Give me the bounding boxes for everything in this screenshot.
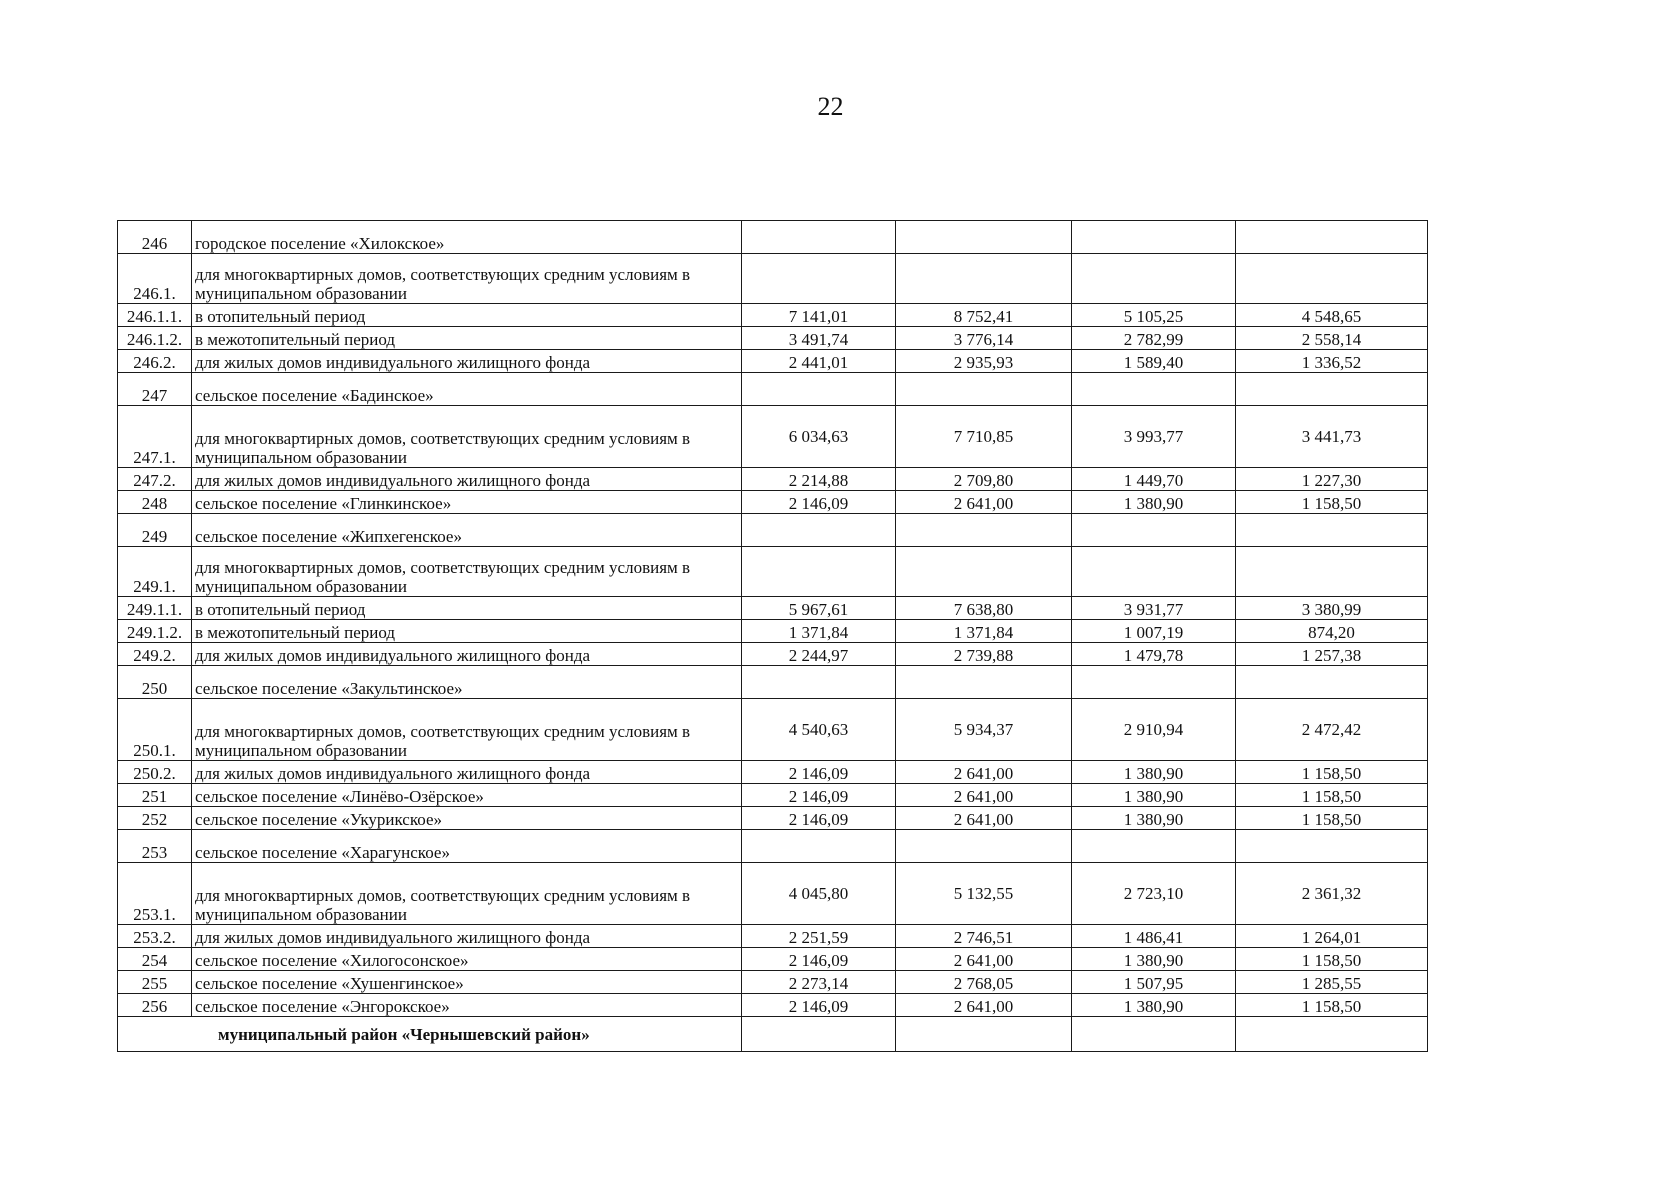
value-cell-2: 2 641,00 bbox=[896, 784, 1072, 807]
row-name-cell: для жилых домов индивидуального жилищного фонда bbox=[192, 643, 742, 666]
value-cell-1: 2 251,59 bbox=[742, 925, 896, 948]
value-cell-3: 1 449,70 bbox=[1072, 468, 1236, 491]
row-name-cell: сельское поселение «Хилогосонское» bbox=[192, 948, 742, 971]
value-cell-1 bbox=[742, 373, 896, 406]
value-cell-2: 5 934,37 bbox=[896, 699, 1072, 761]
row-name-cell: сельское поселение «Харагунское» bbox=[192, 830, 742, 863]
value-cell-3: 2 910,94 bbox=[1072, 699, 1236, 761]
value-cell-4: 1 158,50 bbox=[1236, 807, 1428, 830]
value-cell-2 bbox=[896, 254, 1072, 304]
value-cell-2: 2 739,88 bbox=[896, 643, 1072, 666]
value-cell-2: 2 746,51 bbox=[896, 925, 1072, 948]
row-name-cell: в межотопительный период bbox=[192, 327, 742, 350]
table-row bbox=[118, 373, 1428, 406]
table-row bbox=[118, 350, 1428, 373]
row-name-cell: сельское поселение «Закультинское» bbox=[192, 666, 742, 699]
table-row bbox=[118, 994, 1428, 1017]
table-row bbox=[118, 699, 1428, 761]
value-cell-3: 1 380,90 bbox=[1072, 784, 1236, 807]
value-cell-2: 8 752,41 bbox=[896, 304, 1072, 327]
value-cell-4 bbox=[1236, 254, 1428, 304]
table-row bbox=[118, 784, 1428, 807]
value-cell-3: 5 105,25 bbox=[1072, 304, 1236, 327]
value-cell-3: 2 782,99 bbox=[1072, 327, 1236, 350]
value-cell-1 bbox=[742, 666, 896, 699]
table-row bbox=[118, 643, 1428, 666]
row-name-cell: сельское поселение «Линёво-Озёрское» bbox=[192, 784, 742, 807]
row-number-cell: 246 bbox=[118, 221, 192, 254]
value-cell-4 bbox=[1236, 666, 1428, 699]
table-row bbox=[118, 948, 1428, 971]
value-cell-4: 2 361,32 bbox=[1236, 863, 1428, 925]
table-row bbox=[118, 863, 1428, 925]
row-number-cell: 255 bbox=[118, 971, 192, 994]
tariff-table bbox=[117, 220, 1428, 1052]
table-row bbox=[118, 620, 1428, 643]
row-name-cell: в отопительный период bbox=[192, 597, 742, 620]
value-cell-3: 1 380,90 bbox=[1072, 761, 1236, 784]
value-cell-3: 2 723,10 bbox=[1072, 863, 1236, 925]
value-cell-2: 7 638,80 bbox=[896, 597, 1072, 620]
value-cell-3 bbox=[1072, 1017, 1236, 1052]
value-cell-1: 2 214,88 bbox=[742, 468, 896, 491]
value-cell-4: 1 158,50 bbox=[1236, 491, 1428, 514]
row-name-cell: сельское поселение «Глинкинское» bbox=[192, 491, 742, 514]
row-number-cell: 247 bbox=[118, 373, 192, 406]
value-cell-1: 4 540,63 bbox=[742, 699, 896, 761]
value-cell-4 bbox=[1236, 514, 1428, 547]
value-cell-4: 2 558,14 bbox=[1236, 327, 1428, 350]
value-cell-2 bbox=[896, 373, 1072, 406]
table-row bbox=[118, 925, 1428, 948]
value-cell-2: 2 768,05 bbox=[896, 971, 1072, 994]
value-cell-1 bbox=[742, 547, 896, 597]
row-name-cell: в межотопительный период bbox=[192, 620, 742, 643]
value-cell-3: 1 380,90 bbox=[1072, 948, 1236, 971]
district-name-cell: муниципальный район «Чернышевский район» bbox=[118, 1017, 742, 1052]
row-number-cell: 249.1.1. bbox=[118, 597, 192, 620]
row-number-cell: 249.1. bbox=[118, 547, 192, 597]
row-number-cell: 246.2. bbox=[118, 350, 192, 373]
row-name-cell: для многоквартирных домов, соответствующих средним условиям в муниципальном образовании bbox=[192, 406, 742, 468]
value-cell-2 bbox=[896, 221, 1072, 254]
value-cell-1: 2 146,09 bbox=[742, 948, 896, 971]
value-cell-3: 1 589,40 bbox=[1072, 350, 1236, 373]
value-cell-3: 1 486,41 bbox=[1072, 925, 1236, 948]
value-cell-2: 5 132,55 bbox=[896, 863, 1072, 925]
value-cell-3 bbox=[1072, 547, 1236, 597]
table-row bbox=[118, 254, 1428, 304]
row-number-cell: 249 bbox=[118, 514, 192, 547]
value-cell-2 bbox=[896, 830, 1072, 863]
row-number-cell: 247.1. bbox=[118, 406, 192, 468]
row-number-cell: 246.1.1. bbox=[118, 304, 192, 327]
value-cell-3: 1 007,19 bbox=[1072, 620, 1236, 643]
row-number-cell: 253 bbox=[118, 830, 192, 863]
value-cell-2 bbox=[896, 1017, 1072, 1052]
table-row bbox=[118, 807, 1428, 830]
table-row bbox=[118, 406, 1428, 468]
value-cell-4: 2 472,42 bbox=[1236, 699, 1428, 761]
value-cell-2: 2 935,93 bbox=[896, 350, 1072, 373]
value-cell-4 bbox=[1236, 830, 1428, 863]
table-row bbox=[118, 468, 1428, 491]
value-cell-1: 2 441,01 bbox=[742, 350, 896, 373]
row-number-cell: 253.1. bbox=[118, 863, 192, 925]
table-row bbox=[118, 547, 1428, 597]
row-number-cell: 256 bbox=[118, 994, 192, 1017]
value-cell-1 bbox=[742, 221, 896, 254]
table-row bbox=[118, 514, 1428, 547]
value-cell-3: 3 993,77 bbox=[1072, 406, 1236, 468]
table-row bbox=[118, 666, 1428, 699]
value-cell-4: 4 548,65 bbox=[1236, 304, 1428, 327]
value-cell-1: 2 146,09 bbox=[742, 784, 896, 807]
table-row bbox=[118, 971, 1428, 994]
row-number-cell: 249.1.2. bbox=[118, 620, 192, 643]
row-name-cell: в отопительный период bbox=[192, 304, 742, 327]
value-cell-3: 1 479,78 bbox=[1072, 643, 1236, 666]
row-name-cell: для жилых домов индивидуального жилищного фонда bbox=[192, 761, 742, 784]
value-cell-4: 1 257,38 bbox=[1236, 643, 1428, 666]
value-cell-4: 3 380,99 bbox=[1236, 597, 1428, 620]
value-cell-2 bbox=[896, 547, 1072, 597]
table-row bbox=[118, 304, 1428, 327]
value-cell-4: 874,20 bbox=[1236, 620, 1428, 643]
row-name-cell: для многоквартирных домов, соответствующих средним условиям в муниципальном образовании bbox=[192, 254, 742, 304]
row-number-cell: 250.2. bbox=[118, 761, 192, 784]
value-cell-3: 1 380,90 bbox=[1072, 491, 1236, 514]
value-cell-2: 2 641,00 bbox=[896, 761, 1072, 784]
value-cell-3: 1 507,95 bbox=[1072, 971, 1236, 994]
value-cell-4 bbox=[1236, 1017, 1428, 1052]
value-cell-4: 3 441,73 bbox=[1236, 406, 1428, 468]
value-cell-1: 7 141,01 bbox=[742, 304, 896, 327]
total-row bbox=[118, 1017, 1428, 1052]
value-cell-4: 1 158,50 bbox=[1236, 994, 1428, 1017]
table-row bbox=[118, 597, 1428, 620]
value-cell-1 bbox=[742, 514, 896, 547]
value-cell-4 bbox=[1236, 221, 1428, 254]
page-number: 22 bbox=[817, 92, 844, 121]
row-name-cell: сельское поселение «Укурикское» bbox=[192, 807, 742, 830]
row-number-cell: 250 bbox=[118, 666, 192, 699]
row-name-cell: для многоквартирных домов, соответствующих средним условиям в муниципальном образовании bbox=[192, 547, 742, 597]
row-name-cell: для жилых домов индивидуального жилищного фонда bbox=[192, 925, 742, 948]
value-cell-2: 2 709,80 bbox=[896, 468, 1072, 491]
value-cell-1: 2 146,09 bbox=[742, 491, 896, 514]
row-number-cell: 251 bbox=[118, 784, 192, 807]
value-cell-3: 3 931,77 bbox=[1072, 597, 1236, 620]
value-cell-3 bbox=[1072, 373, 1236, 406]
row-name-cell: городское поселение «Хилокское» bbox=[192, 221, 742, 254]
row-number-cell: 252 bbox=[118, 807, 192, 830]
value-cell-1 bbox=[742, 830, 896, 863]
row-number-cell: 247.2. bbox=[118, 468, 192, 491]
value-cell-4: 1 285,55 bbox=[1236, 971, 1428, 994]
value-cell-2: 3 776,14 bbox=[896, 327, 1072, 350]
value-cell-2: 2 641,00 bbox=[896, 491, 1072, 514]
value-cell-1: 3 491,74 bbox=[742, 327, 896, 350]
row-number-cell: 254 bbox=[118, 948, 192, 971]
row-number-cell: 250.1. bbox=[118, 699, 192, 761]
value-cell-2: 2 641,00 bbox=[896, 994, 1072, 1017]
value-cell-2 bbox=[896, 514, 1072, 547]
value-cell-4: 1 158,50 bbox=[1236, 948, 1428, 971]
value-cell-4: 1 227,30 bbox=[1236, 468, 1428, 491]
row-name-cell: сельское поселение «Хушенгинское» bbox=[192, 971, 742, 994]
row-name-cell: для жилых домов индивидуального жилищного фонда bbox=[192, 468, 742, 491]
value-cell-1: 4 045,80 bbox=[742, 863, 896, 925]
value-cell-3 bbox=[1072, 254, 1236, 304]
value-cell-2: 1 371,84 bbox=[896, 620, 1072, 643]
row-number-cell: 253.2. bbox=[118, 925, 192, 948]
value-cell-3 bbox=[1072, 514, 1236, 547]
value-cell-1: 2 244,97 bbox=[742, 643, 896, 666]
value-cell-3: 1 380,90 bbox=[1072, 807, 1236, 830]
value-cell-2 bbox=[896, 666, 1072, 699]
table-body bbox=[118, 221, 1428, 1052]
value-cell-3 bbox=[1072, 666, 1236, 699]
row-name-cell: сельское поселение «Жипхегенское» bbox=[192, 514, 742, 547]
value-cell-3 bbox=[1072, 221, 1236, 254]
value-cell-4: 1 158,50 bbox=[1236, 784, 1428, 807]
value-cell-2: 2 641,00 bbox=[896, 948, 1072, 971]
table-row bbox=[118, 491, 1428, 514]
row-name-cell: для многоквартирных домов, соответствующих средним условиям в муниципальном образовании bbox=[192, 699, 742, 761]
value-cell-1: 2 146,09 bbox=[742, 761, 896, 784]
value-cell-1: 1 371,84 bbox=[742, 620, 896, 643]
value-cell-1 bbox=[742, 254, 896, 304]
row-name-cell: сельское поселение «Энгорокское» bbox=[192, 994, 742, 1017]
row-number-cell: 248 bbox=[118, 491, 192, 514]
value-cell-1: 6 034,63 bbox=[742, 406, 896, 468]
value-cell-1: 5 967,61 bbox=[742, 597, 896, 620]
row-name-cell: для многоквартирных домов, соответствующих средним условиям в муниципальном образовании bbox=[192, 863, 742, 925]
table-row bbox=[118, 221, 1428, 254]
value-cell-4: 1 158,50 bbox=[1236, 761, 1428, 784]
value-cell-1: 2 273,14 bbox=[742, 971, 896, 994]
value-cell-4: 1 264,01 bbox=[1236, 925, 1428, 948]
value-cell-2: 7 710,85 bbox=[896, 406, 1072, 468]
table-row bbox=[118, 761, 1428, 784]
value-cell-4 bbox=[1236, 547, 1428, 597]
row-number-cell: 246.1. bbox=[118, 254, 192, 304]
table-row bbox=[118, 327, 1428, 350]
row-name-cell: для жилых домов индивидуального жилищного фонда bbox=[192, 350, 742, 373]
row-number-cell: 246.1.2. bbox=[118, 327, 192, 350]
value-cell-4 bbox=[1236, 373, 1428, 406]
value-cell-1: 2 146,09 bbox=[742, 807, 896, 830]
value-cell-3: 1 380,90 bbox=[1072, 994, 1236, 1017]
value-cell-3 bbox=[1072, 830, 1236, 863]
value-cell-1 bbox=[742, 1017, 896, 1052]
row-number-cell: 249.2. bbox=[118, 643, 192, 666]
table-row bbox=[118, 830, 1428, 863]
value-cell-1: 2 146,09 bbox=[742, 994, 896, 1017]
value-cell-2: 2 641,00 bbox=[896, 807, 1072, 830]
value-cell-4: 1 336,52 bbox=[1236, 350, 1428, 373]
row-name-cell: сельское поселение «Бадинское» bbox=[192, 373, 742, 406]
